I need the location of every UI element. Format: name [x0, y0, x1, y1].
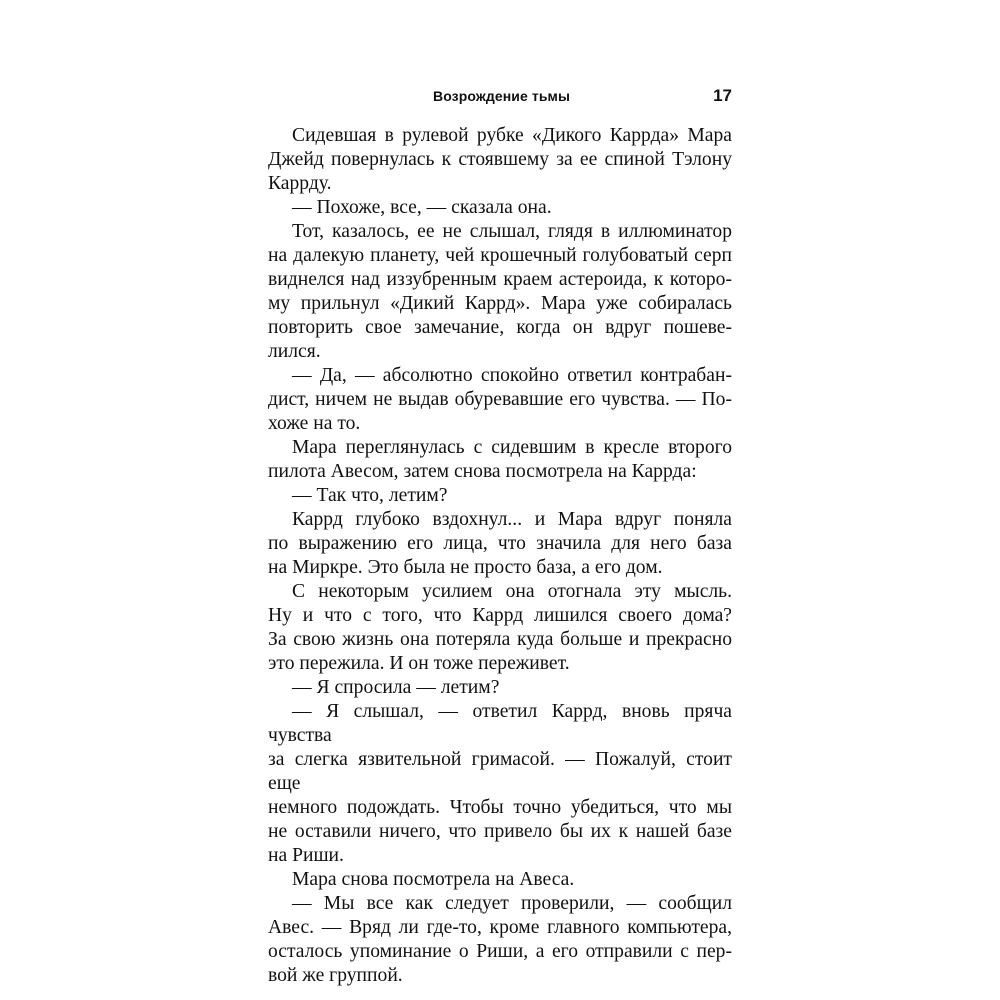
text-line: не оставили ничего, что привело бы их к нашей базе — [268, 821, 732, 842]
text-line: му прильнул «Дикий Каррд». Мара уже собиралась — [268, 293, 732, 314]
text-line: — Да, — абсолютно спокойно ответил контрабан- — [292, 365, 732, 386]
text-line: — Я слышал, — ответил Каррд, вновь пряча чувства — [268, 701, 732, 746]
page-number: 17 — [713, 86, 732, 105]
paragraph — [268, 892, 732, 988]
text-line: С некоторым усилием она отогнала эту мысль. — [292, 581, 732, 602]
text-line: Авес. — Вряд ли где-то, кроме главного компьютера, — [268, 917, 732, 938]
text-line: по выражению его лица, что значила для него база — [268, 533, 732, 554]
paragraph — [268, 484, 732, 508]
text-line: за слегка язвительной гримасой. — Пожалуй, стоит еще — [268, 749, 732, 794]
running-head — [268, 88, 732, 110]
text-line: За свою жизнь она потеряла куда больше и прекрасно — [268, 629, 732, 650]
text-line: вой же группой. — [268, 965, 403, 986]
text-line: Сидевшая в рулевой рубке «Дикого Каррда» Мара — [292, 125, 732, 146]
text-line: пилота Авесом, затем снова посмотрела на Каррда: — [268, 461, 697, 482]
text-line: повторить свое замечание, когда он вдруг пошеве- — [268, 317, 732, 338]
paragraph — [268, 676, 732, 700]
body-text — [268, 124, 732, 988]
paragraph — [268, 700, 732, 868]
text-line: на Риши. — [268, 845, 344, 866]
text-line: — Так что, летим? — [292, 485, 448, 506]
paragraph — [268, 868, 732, 892]
text-line: Мара переглянулась с сидевшим в кресле второго — [292, 437, 732, 458]
text-line: на далекую планету, чей крошечный голубоватый серп — [268, 245, 732, 266]
text-line: это пережила. И он тоже переживет. — [268, 653, 570, 674]
text-line: виднелся над иззубренным краем астероида, к которо- — [268, 269, 732, 290]
paragraph — [268, 124, 732, 196]
paragraph — [268, 196, 732, 220]
text-line: на Миркре. Это была не просто база, а его дом. — [268, 557, 663, 578]
text-line: Мара снова посмотрела на Авеса. — [292, 869, 575, 890]
text-line: дист, ничем не выдав обуревавшие его чувства. — По- — [268, 389, 732, 410]
running-title: Возрождение тьмы — [433, 88, 571, 104]
paragraph — [268, 508, 732, 580]
text-line: Ну и что с того, что Каррд лишился своего дома? — [268, 605, 732, 626]
text-line: — Похоже, все, — сказала она. — [292, 197, 552, 218]
paragraph — [268, 580, 732, 676]
text-line: Джейд повернулась к стоявшему за ее спиной Тэлону — [268, 149, 732, 170]
text-line: Тот, казалось, ее не слышал, глядя в иллюминатор — [292, 221, 732, 242]
text-line: — Мы все как следует проверили, — сообщил — [292, 893, 732, 914]
text-line: хоже на то. — [268, 413, 361, 434]
text-line: Каррду. — [268, 173, 332, 194]
paragraph — [268, 364, 732, 436]
paragraph — [268, 220, 732, 364]
text-line: осталось упоминание о Риши, а его отправили с пер- — [268, 941, 732, 962]
text-line: Каррд глубоко вздохнул... и Мара вдруг поняла — [292, 509, 732, 530]
text-line: немного подождать. Чтобы точно убедиться, что мы — [268, 797, 732, 818]
text-line: лился. — [268, 341, 321, 362]
paragraph — [268, 436, 732, 484]
text-line: — Я спросила — летим? — [292, 677, 500, 698]
